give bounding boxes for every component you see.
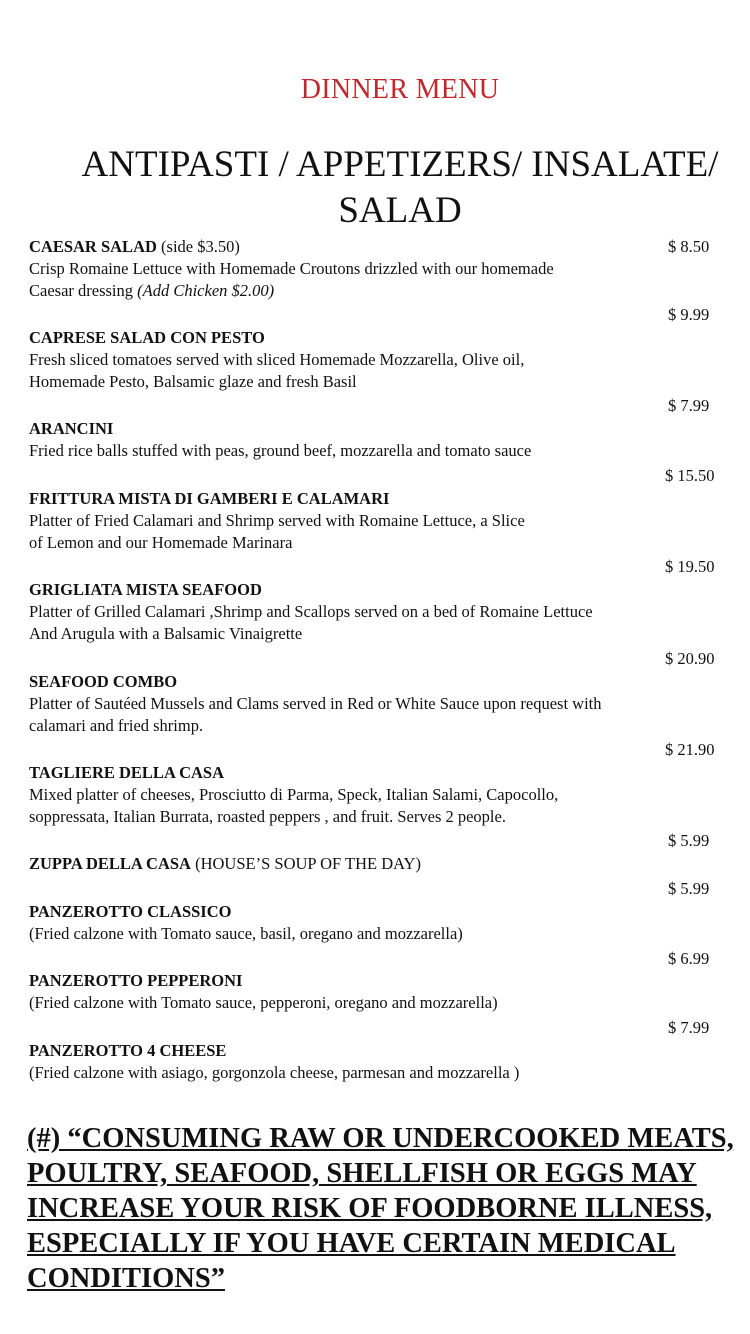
menu-item-description: [29, 280, 274, 302]
menu-item-description: Crisp Romaine Lettuce with Homemade Croutons drizzled with our homemade: [29, 259, 554, 278]
menu-item-name: PANZEROTTO PEPPERONI: [29, 971, 243, 990]
menu-item-header: [29, 970, 242, 992]
menu-item-description-text: Homemade Pesto, Balsamic glaze and fresh Basil: [29, 372, 357, 391]
menu-item-name: TAGLIERE DELLA CASA: [29, 763, 224, 782]
menu-item-description-text: And Arugula with a Balsamic Vinaigrette: [29, 624, 303, 643]
menu-item-description: [29, 371, 357, 393]
menu-item-header: [29, 579, 262, 601]
menu-item-description-text: soppressata, Italian Burrata, roasted peppers , and fruit. Serves 2 people.: [29, 807, 506, 826]
menu-item-description: (Fried calzone with Tomato sauce, pepperoni, oregano and mozzarella): [29, 993, 498, 1012]
menu-item-price: $ 9.99: [668, 305, 710, 324]
food-safety-warning: (#) “CONSUMING RAW OR UNDERCOOKED MEATS, POULTRY, SEAFOOD, SHELLFISH OR EGGS MAY INCREASE YOUR RISK OF FOODBORNE ILLNESS, ESPECIALLY IF YOU HAVE CERTAIN MEDICAL CONDITIONS”: [27, 1123, 734, 1294]
section-title-line: ANTIPASTI / APPETIZERS/ INSALATE/: [81, 144, 719, 185]
menu-item-note: (side $3.50): [156, 237, 240, 256]
menu-item-description: (Fried calzone with asiago, gorgonzola cheese, parmesan and mozzarella ): [29, 1063, 520, 1082]
menu-item-price: $ 5.99: [668, 879, 710, 898]
menu-item-price: $ 6.99: [668, 949, 710, 968]
menu-item-name: CAESAR SALAD: [29, 237, 157, 256]
menu-item-header: [29, 853, 421, 875]
menu-item-header: [29, 418, 113, 440]
menu-item-price: $ 15.50: [665, 466, 715, 485]
menu-item-header: [29, 762, 224, 784]
section-title-line: SALAD: [338, 190, 462, 231]
menu-item-header: [29, 327, 265, 349]
menu-item-header: [29, 671, 177, 693]
menu-item-header: [29, 1040, 226, 1062]
menu-item-description: Fried rice balls stuffed with peas, ground beef, mozzarella and tomato sauce: [29, 441, 532, 460]
menu-item-description: Platter of Grilled Calamari ,Shrimp and Scallops served on a bed of Romaine Lettuce: [29, 602, 593, 621]
menu-item-description-text: calamari and fried shrimp.: [29, 716, 204, 735]
menu-item-description: [29, 532, 292, 554]
menu-item-price: $ 7.99: [668, 1018, 710, 1037]
menu-item-price: $ 8.50: [668, 237, 710, 256]
menu-item-addon: (Add Chicken $2.00): [137, 281, 275, 300]
menu-item-note: (HOUSE’S SOUP OF THE DAY): [190, 854, 421, 873]
menu-item-name: GRIGLIATA MISTA SEAFOOD: [29, 580, 262, 599]
menu-item-name: ZUPPA DELLA CASA: [29, 854, 191, 873]
menu-item-price: $ 21.90: [665, 740, 715, 759]
menu-item-description-text: of Lemon and our Homemade Marinara: [29, 533, 293, 552]
menu-item-name: ARANCINI: [29, 419, 114, 438]
menu-item-name: PANZEROTTO 4 CHEESE: [29, 1041, 227, 1060]
menu-item-header: [29, 901, 231, 923]
menu-item-description-text: Caesar dressing: [29, 281, 138, 300]
menu-title: DINNER MENU: [300, 74, 500, 105]
menu-item-description: [29, 806, 506, 828]
menu-item-price: $ 19.50: [665, 557, 715, 576]
menu-item-header: [29, 236, 240, 258]
menu-item-description: [29, 715, 203, 737]
menu-item-price: $ 5.99: [668, 831, 710, 850]
menu-item-description: (Fried calzone with Tomato sauce, basil, oregano and mozzarella): [29, 924, 463, 943]
menu-item-price: $ 20.90: [665, 649, 715, 668]
menu-item-description: Fresh sliced tomatoes served with sliced Homemade Mozzarella, Olive oil,: [29, 350, 525, 369]
menu-item-price: $ 7.99: [668, 396, 710, 415]
menu-item-name: SEAFOOD COMBO: [29, 672, 178, 691]
menu-item-description: Mixed platter of cheeses, Prosciutto di Parma, Speck, Italian Salami, Capocollo,: [29, 785, 559, 804]
menu-item-name: PANZEROTTO CLASSICO: [29, 902, 232, 921]
menu-item-name: CAPRESE SALAD CON PESTO: [29, 328, 265, 347]
menu-item-description: [29, 623, 302, 645]
menu-item-name: FRITTURA MISTA DI GAMBERI E CALAMARI: [29, 489, 390, 508]
menu-item-description: Platter of Sautéed Mussels and Clams served in Red or White Sauce upon request with: [29, 694, 602, 713]
menu-item-description: Platter of Fried Calamari and Shrimp served with Romaine Lettuce, a Slice: [29, 511, 525, 530]
menu-item-header: [29, 488, 389, 510]
